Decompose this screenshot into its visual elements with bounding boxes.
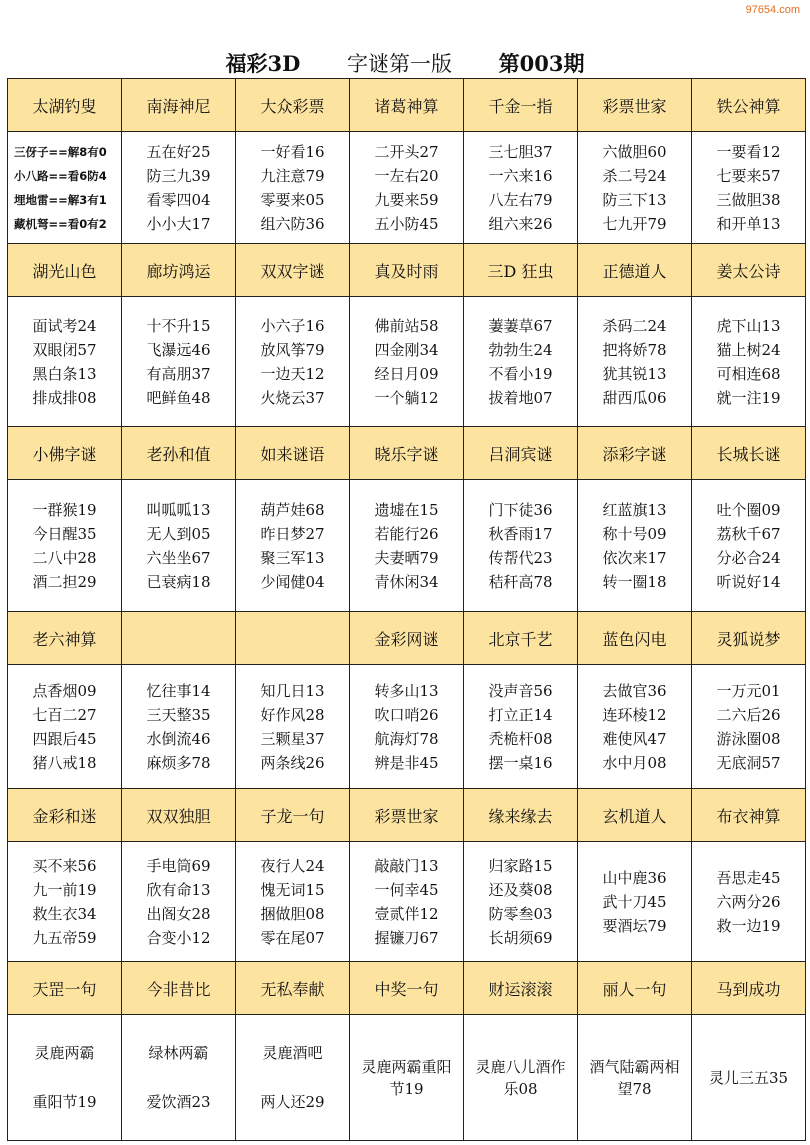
riddle-line: 三做胆38	[716, 190, 781, 209]
riddle-line: 打立正14	[488, 705, 553, 724]
riddle-lines	[122, 679, 235, 775]
riddle-lines	[236, 314, 349, 410]
riddle-line: 一六来16	[488, 166, 553, 185]
riddle-lines	[8, 498, 121, 594]
riddle-line: 麻烦多78	[146, 753, 211, 772]
riddle-line: 好作风28	[260, 705, 325, 724]
riddle-cell	[464, 480, 578, 612]
riddle-line: 灵鹿两霸	[34, 1043, 95, 1062]
riddle-cell	[122, 132, 236, 244]
riddle-line: 火烧云37	[260, 388, 325, 407]
riddle-line: 红蓝旗13	[602, 500, 667, 519]
column-header: 老六神算	[8, 612, 122, 665]
riddle-line: 三七胆37	[488, 142, 553, 161]
column-header: 铁公神算	[692, 79, 806, 132]
riddle-line: 吾思走45	[716, 868, 781, 887]
riddle-line: 少闻健04	[260, 572, 325, 591]
riddle-line: 听说好14	[716, 572, 781, 591]
header-row	[8, 79, 806, 132]
riddle-line: 猫上树24	[716, 340, 781, 359]
riddle-line: 双眼闭57	[32, 340, 97, 359]
column-header: 中奖一句	[350, 962, 464, 1015]
column-header: 太湖钓叟	[8, 79, 122, 132]
riddle-cell	[350, 297, 464, 427]
riddle-lines	[578, 679, 691, 775]
riddle-line: 小六子16	[260, 316, 325, 335]
riddle-line: 猪八戒18	[32, 753, 97, 772]
riddle-cell	[578, 1015, 692, 1141]
riddle-line: 去做官36	[602, 681, 667, 700]
riddle-line: 壹贰伴12	[374, 904, 439, 923]
riddle-line: 一好看16	[260, 142, 325, 161]
riddle-line: 八左右79	[488, 190, 553, 209]
riddle-line: 虎下山13	[716, 316, 781, 335]
page-title	[0, 48, 810, 78]
riddle-lines	[464, 1056, 577, 1100]
riddle-cell	[122, 297, 236, 427]
riddle-line: 分必合24	[716, 548, 781, 567]
column-header: 千金一指	[464, 79, 578, 132]
riddle-line: 还及葵08	[488, 880, 553, 899]
title-lottery: 福彩3D	[225, 51, 301, 76]
riddle-cell	[464, 842, 578, 962]
riddle-line: 一何幸45	[374, 880, 439, 899]
riddle-line: 山中鹿36	[602, 868, 667, 887]
riddle-line: 灵鹿两霸重阳节19	[361, 1057, 452, 1098]
riddle-lines	[350, 498, 463, 594]
riddle-lines	[464, 498, 577, 594]
riddle-cell	[692, 665, 806, 789]
riddle-line: 看零四04	[146, 190, 211, 209]
column-header: 正德道人	[578, 244, 692, 297]
riddle-line: 敲敲门13	[374, 856, 439, 875]
riddle-line: 经日月09	[374, 364, 439, 383]
riddle-lines	[236, 1029, 349, 1127]
riddle-line: 五小防45	[374, 214, 439, 233]
riddle-line: 犹其锐13	[602, 364, 667, 383]
riddle-line: 连环棱12	[602, 705, 667, 724]
riddle-line: 难使风47	[602, 729, 667, 748]
riddle-cell	[8, 842, 122, 962]
riddle-line: 欣有命13	[146, 880, 211, 899]
riddle-lines	[236, 140, 349, 236]
riddle-line: 佛前站58	[374, 316, 439, 335]
riddle-lines	[8, 679, 121, 775]
riddle-row	[8, 1015, 806, 1141]
riddle-lines	[350, 679, 463, 775]
riddle-line: 愧无词15	[260, 880, 325, 899]
riddle-line: 一个躺12	[374, 388, 439, 407]
riddle-line: 水中月08	[602, 753, 667, 772]
riddle-line: 聚三军13	[260, 548, 325, 567]
riddle-line: 摆一桌16	[488, 753, 553, 772]
riddle-lines	[236, 854, 349, 950]
header-row	[8, 427, 806, 480]
riddle-line: 秸秆高78	[488, 572, 553, 591]
riddle-line: 灵鹿八儿酒作乐08	[475, 1057, 566, 1098]
riddle-cell	[464, 1015, 578, 1141]
header-row	[8, 789, 806, 842]
column-header: 玄机道人	[578, 789, 692, 842]
riddle-line: 门下徒36	[488, 500, 553, 519]
riddle-line: 一万元01	[716, 681, 781, 700]
riddle-line: 若能行26	[374, 524, 439, 543]
riddle-lines	[122, 1029, 235, 1127]
riddle-line: 五在好25	[146, 142, 211, 161]
riddle-line: 昨日梦27	[260, 524, 325, 543]
riddle-line: 七要来57	[716, 166, 781, 185]
riddle-line: 葫芦娃68	[260, 500, 325, 519]
header-row	[8, 962, 806, 1015]
riddle-lines	[8, 854, 121, 950]
column-header: 金彩和迷	[8, 789, 122, 842]
riddle-lines	[350, 1056, 463, 1100]
riddle-line: 七百二27	[32, 705, 97, 724]
column-header: 缘来缘去	[464, 789, 578, 842]
riddle-line: 六做胆60	[602, 142, 667, 161]
riddle-line: 酒气陆霸两相望78	[589, 1057, 680, 1098]
riddle-cell	[236, 480, 350, 612]
riddle-line: 把将娇78	[602, 340, 667, 359]
riddle-line: 防三下13	[602, 190, 667, 209]
riddle-lines	[464, 679, 577, 775]
column-header: 北京千艺	[464, 612, 578, 665]
riddle-line: 三颗星37	[260, 729, 325, 748]
riddle-lines	[8, 140, 121, 236]
riddle-line: 一群猴19	[32, 500, 97, 519]
riddle-cell	[578, 297, 692, 427]
riddle-line: 小小大17	[146, 214, 211, 233]
column-header: 姜太公诗	[692, 244, 806, 297]
riddle-line: 知几日13	[260, 681, 325, 700]
riddle-line: 要酒坛79	[602, 916, 667, 935]
riddle-line: 忆往事14	[146, 681, 211, 700]
riddle-lines	[236, 498, 349, 594]
riddle-lines	[692, 314, 805, 410]
column-header: 南海神尼	[122, 79, 236, 132]
title-issue: 第003期	[498, 51, 585, 76]
riddle-lines	[122, 140, 235, 236]
riddle-cell	[350, 842, 464, 962]
riddle-line: 转多山13	[374, 681, 439, 700]
riddle-line: 今日醒35	[32, 524, 97, 543]
riddle-cell	[8, 1015, 122, 1141]
column-header: 大众彩票	[236, 79, 350, 132]
riddle-line: 零要来05	[260, 190, 325, 209]
riddle-line: 四跟后45	[32, 729, 97, 748]
riddle-line: 青休闲34	[374, 572, 439, 591]
riddle-row	[8, 297, 806, 427]
riddle-line: 十不升15	[146, 316, 211, 335]
riddle-lines	[350, 314, 463, 410]
riddle-cell	[692, 480, 806, 612]
riddle-cell	[350, 665, 464, 789]
riddle-cell	[578, 842, 692, 962]
riddle-row	[8, 132, 806, 244]
column-header: 真及时雨	[350, 244, 464, 297]
riddle-cell	[692, 1015, 806, 1141]
riddle-cell	[692, 132, 806, 244]
header-row	[8, 244, 806, 297]
riddle-row	[8, 480, 806, 612]
riddle-line: 吐个圈09	[716, 500, 781, 519]
column-header: 金彩网谜	[350, 612, 464, 665]
riddle-line: 一要看12	[716, 142, 781, 161]
riddle-line: 重阳节19	[32, 1092, 97, 1111]
riddle-cell	[8, 480, 122, 612]
riddle-line: 无人到05	[146, 524, 211, 543]
riddle-lines	[122, 854, 235, 950]
title-edition: 字谜第一版	[346, 52, 452, 76]
column-header: 马到成功	[692, 962, 806, 1015]
riddle-line: 放风筝79	[260, 340, 325, 359]
riddle-line: 合变小12	[146, 928, 211, 947]
riddle-line: 游泳圈08	[716, 729, 781, 748]
riddle-cell	[122, 1015, 236, 1141]
column-header: 长城长谜	[692, 427, 806, 480]
riddle-cell	[236, 132, 350, 244]
riddle-lines	[578, 314, 691, 410]
riddle-line: 九注意79	[260, 166, 325, 185]
riddle-line: 面试考24	[32, 316, 97, 335]
riddle-line: 不看小19	[488, 364, 553, 383]
header-row	[8, 612, 806, 665]
riddle-lines	[8, 1029, 121, 1127]
riddle-line: 握镰刀67	[374, 928, 439, 947]
riddle-line: 出阁女28	[146, 904, 211, 923]
riddle-lines	[578, 866, 691, 938]
riddle-lines	[692, 1067, 805, 1089]
riddle-line: 已衰病18	[146, 572, 211, 591]
riddle-lines	[692, 498, 805, 594]
column-header: 彩票世家	[350, 789, 464, 842]
riddle-line: 杀码二24	[602, 316, 667, 335]
riddle-cell	[122, 665, 236, 789]
riddle-lines	[122, 498, 235, 594]
riddle-cell	[8, 665, 122, 789]
riddle-row	[8, 665, 806, 789]
column-header: 吕洞宾谜	[464, 427, 578, 480]
column-header: 添彩字谜	[578, 427, 692, 480]
riddle-line: 防三九39	[146, 166, 211, 185]
riddle-line: 可相连68	[716, 364, 781, 383]
column-header: 布衣神算	[692, 789, 806, 842]
riddle-lines	[464, 314, 577, 410]
riddle-line: 武十刀45	[602, 892, 667, 911]
riddle-line: 防零叁03	[488, 904, 553, 923]
riddle-line: 依次来17	[602, 548, 667, 567]
column-header: 晓乐字谜	[350, 427, 464, 480]
riddle-cell	[464, 665, 578, 789]
column-header: 诸葛神算	[350, 79, 464, 132]
riddle-line: 吧鲜鱼48	[146, 388, 211, 407]
riddle-line: 甜西瓜06	[602, 388, 667, 407]
riddle-line: 飞瀑远46	[146, 340, 211, 359]
riddle-cell	[350, 1015, 464, 1141]
riddle-line: 航海灯78	[374, 729, 439, 748]
riddle-line: 没声音56	[488, 681, 553, 700]
riddle-line: 无底洞57	[716, 753, 781, 772]
riddle-cell	[236, 842, 350, 962]
column-header: 湖光山色	[8, 244, 122, 297]
riddle-cell	[578, 480, 692, 612]
riddle-line: 和开单13	[716, 214, 781, 233]
riddle-lines	[692, 140, 805, 236]
riddle-line: 转一圈18	[602, 572, 667, 591]
riddle-cell	[8, 297, 122, 427]
riddle-line: 夜行人24	[260, 856, 325, 875]
riddle-line: 二八中28	[32, 548, 97, 567]
column-header: 小佛字谜	[8, 427, 122, 480]
riddle-cell	[578, 665, 692, 789]
riddle-line: 叫呱呱13	[146, 500, 211, 519]
riddle-lines	[578, 1056, 691, 1100]
column-header: 三D 狂虫	[464, 244, 578, 297]
riddle-line: 灵鹿酒吧	[262, 1043, 323, 1062]
column-header: 双双独胆	[122, 789, 236, 842]
riddle-cell	[236, 297, 350, 427]
riddle-line: 爱饮酒23	[146, 1092, 211, 1111]
column-header: 灵狐说梦	[692, 612, 806, 665]
riddle-lines	[692, 679, 805, 775]
column-header: 如来谜语	[236, 427, 350, 480]
riddle-lines	[464, 140, 577, 236]
column-header: 财运滚滚	[464, 962, 578, 1015]
riddle-cell	[464, 132, 578, 244]
riddle-cell	[122, 480, 236, 612]
riddle-lines	[464, 854, 577, 950]
riddle-line: 夫妻晒79	[374, 548, 439, 567]
riddle-line: 拔着地07	[488, 388, 553, 407]
column-header: 无私奉献	[236, 962, 350, 1015]
riddle-line: 遗墟在15	[374, 500, 439, 519]
riddle-line: 辨是非45	[374, 753, 439, 772]
column-header	[236, 612, 350, 665]
riddle-cell	[578, 132, 692, 244]
riddle-table	[7, 78, 806, 1141]
riddle-line: 排成排08	[32, 388, 97, 407]
riddle-line: 灵儿三五35	[708, 1068, 789, 1087]
riddle-cell	[692, 297, 806, 427]
riddle-cell	[350, 480, 464, 612]
riddle-cell	[122, 842, 236, 962]
riddle-line: 藏机弩==看0有2	[14, 216, 107, 231]
riddle-line: 酒二担29	[32, 572, 97, 591]
riddle-row	[8, 842, 806, 962]
riddle-lines	[8, 314, 121, 410]
riddle-line: 三伢子==解8有0	[14, 144, 107, 159]
column-header: 彩票世家	[578, 79, 692, 132]
riddle-line: 荔秋千67	[716, 524, 781, 543]
riddle-line: 有高朋37	[146, 364, 211, 383]
riddle-line: 买不来56	[32, 856, 97, 875]
riddle-line: 救一边19	[716, 916, 781, 935]
riddle-cell	[464, 297, 578, 427]
riddle-line: 捆做胆08	[260, 904, 325, 923]
riddle-line: 点香烟09	[32, 681, 97, 700]
riddle-lines	[578, 140, 691, 236]
riddle-cell	[236, 665, 350, 789]
riddle-lines	[692, 866, 805, 938]
riddle-line: 零在尾07	[260, 928, 325, 947]
riddle-line: 秃桅杆08	[488, 729, 553, 748]
riddle-line: 吹口哨26	[374, 705, 439, 724]
riddle-line: 绿林两霸	[148, 1043, 209, 1062]
riddle-cell	[350, 132, 464, 244]
column-header: 老孙和值	[122, 427, 236, 480]
riddle-line: 长胡须69	[488, 928, 553, 947]
column-header: 双双字谜	[236, 244, 350, 297]
riddle-lines	[350, 140, 463, 236]
column-header: 廊坊鸿运	[122, 244, 236, 297]
riddle-line: 归家路15	[488, 856, 553, 875]
riddle-line: 二开头27	[374, 142, 439, 161]
riddle-line: 黑白条13	[32, 364, 97, 383]
riddle-line: 称十号09	[602, 524, 667, 543]
riddle-line: 二六后26	[716, 705, 781, 724]
riddle-lines	[122, 314, 235, 410]
column-header: 天罡一句	[8, 962, 122, 1015]
riddle-lines	[236, 679, 349, 775]
column-header: 今非昔比	[122, 962, 236, 1015]
riddle-line: 组六来26	[488, 214, 553, 233]
riddle-line: 手电筒69	[146, 856, 211, 875]
riddle-line: 七九开79	[602, 214, 667, 233]
riddle-line: 杀二号24	[602, 166, 667, 185]
riddle-line: 小八路==看6防4	[14, 168, 107, 183]
column-header	[122, 612, 236, 665]
riddle-line: 九要来59	[374, 190, 439, 209]
riddle-line: 秋香雨17	[488, 524, 553, 543]
riddle-line: 六坐坐67	[146, 548, 211, 567]
riddle-line: 三天整35	[146, 705, 211, 724]
riddle-line: 埋地雷==解3有1	[14, 192, 107, 207]
riddle-line: 勃勃生24	[488, 340, 553, 359]
riddle-lines	[350, 854, 463, 950]
column-header: 蓝色闪电	[578, 612, 692, 665]
riddle-lines	[578, 498, 691, 594]
riddle-line: 组六防36	[260, 214, 325, 233]
riddle-line: 萋萋草67	[488, 316, 553, 335]
riddle-line: 九五帝59	[32, 928, 97, 947]
column-header: 子龙一句	[236, 789, 350, 842]
riddle-line: 传帮代23	[488, 548, 553, 567]
riddle-line: 一左右20	[374, 166, 439, 185]
riddle-cell	[8, 132, 122, 244]
riddle-line: 救生衣34	[32, 904, 97, 923]
riddle-line: 水倒流46	[146, 729, 211, 748]
riddle-cell	[692, 842, 806, 962]
riddle-cell	[236, 1015, 350, 1141]
riddle-line: 四金刚34	[374, 340, 439, 359]
riddle-line: 两人还29	[260, 1092, 325, 1111]
riddle-line: 九一前19	[32, 880, 97, 899]
riddle-line: 两条线26	[260, 753, 325, 772]
riddle-line: 一边天12	[260, 364, 325, 383]
riddle-line: 六两分26	[716, 892, 781, 911]
column-header: 丽人一句	[578, 962, 692, 1015]
riddle-line: 就一注19	[716, 388, 781, 407]
watermark-text: 97654.com	[745, 4, 800, 16]
